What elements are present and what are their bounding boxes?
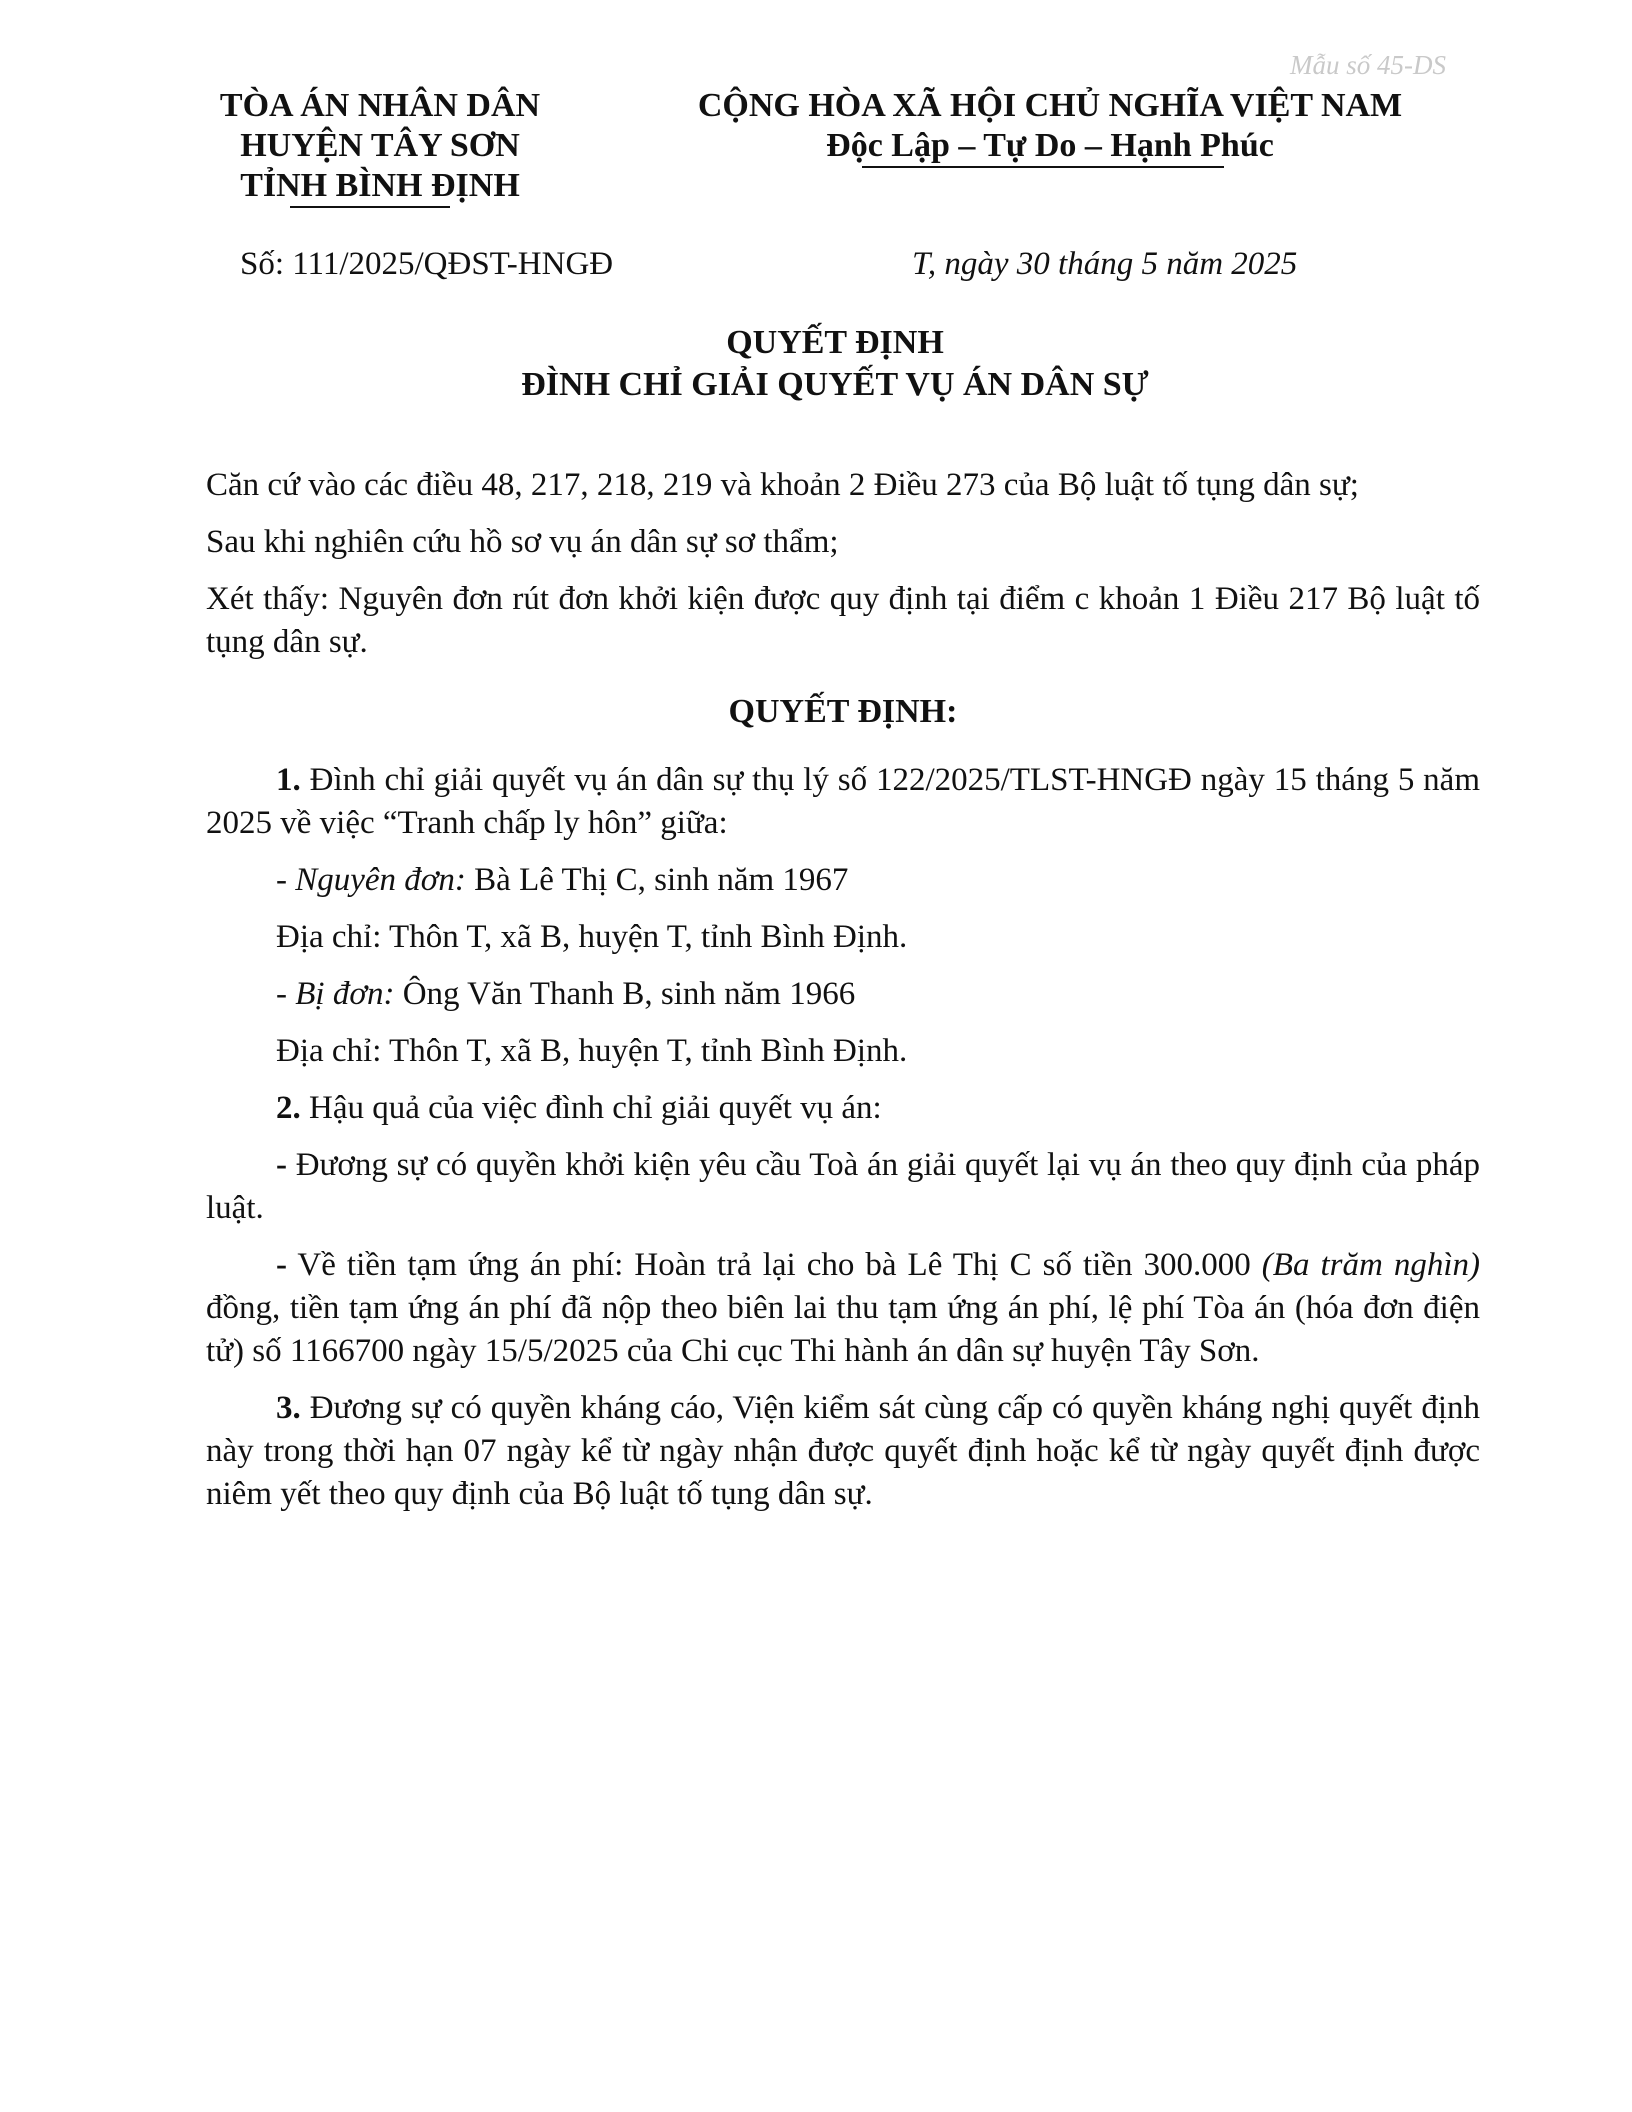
plaintiff-address: Địa chỉ: Thôn T, xã B, huyện T, tỉnh Bình Định. <box>276 919 908 955</box>
bullet-1-dash: - <box>276 1147 287 1183</box>
defendant-address: Địa chỉ: Thôn T, xã B, huyện T, tỉnh Bình Định. <box>276 1033 908 1069</box>
item-2-paragraph <box>206 1087 1480 1130</box>
item-2-bullet-2 <box>206 1244 1480 1373</box>
plaintiff-dash: - <box>276 862 296 898</box>
finding-paragraph: Xét thấy: Nguyên đơn rút đơn khởi kiện được quy định tại điểm c khoản 1 Điều 217 Bộ luật tố tụng dân sự. <box>206 581 1480 660</box>
court-header <box>180 86 580 206</box>
court-line-3: TỈNH BÌNH ĐỊNH <box>240 167 520 204</box>
defendant-dash: - <box>276 976 296 1012</box>
nation-header <box>655 86 1445 166</box>
item-2-text: Hậu quả của việc đình chỉ giải quyết vụ án: <box>300 1090 882 1126</box>
bullet-2-text-b: đồng, tiền tạm ứng án phí đã nộp theo biên lai thu tạm ứng án phí, lệ phí Tòa án (hóa đơn điện tử) số 1166700 ngày 15/5/2025 của Chi cục Thi hành án dân sự huyện Tây Sơn. <box>206 1290 1480 1369</box>
item-1-text: Đình chỉ giải quyết vụ án dân sự thụ lý số 122/2025/TLST-HNGĐ ngày 15 tháng 5 năm 2025 về việc “Tranh chấp ly hôn” giữa: <box>206 762 1480 841</box>
item-3-text: Đương sự có quyền kháng cáo, Viện kiểm sát cùng cấp có quyền kháng nghị quyết định này trong thời hạn 07 ngày kể từ ngày nhận được quyết định hoặc kể từ ngày quyết định được niêm yết theo quy định của Bộ luật tố tụng dân sự. <box>206 1390 1480 1512</box>
item-2-number: 2. <box>276 1090 301 1126</box>
study-paragraph: Sau khi nghiên cứu hồ sơ vụ án dân sự sơ thẩm; <box>206 524 839 560</box>
bullet-2-dash: - <box>276 1247 287 1283</box>
basis-paragraph: Căn cứ vào các điều 48, 217, 218, 219 và khoản 2 Điều 273 của Bộ luật tố tụng dân sự; <box>206 467 1359 503</box>
item-3-paragraph <box>206 1387 1480 1516</box>
item-3-number: 3. <box>276 1390 301 1426</box>
title-line-1: QUYẾT ĐỊNH <box>726 324 944 361</box>
court-underline <box>290 206 450 208</box>
defendant-label: Bị đơn: <box>295 976 395 1012</box>
court-line-1: TÒA ÁN NHÂN DÂN <box>219 87 541 124</box>
item-2-bullet-1 <box>206 1144 1480 1230</box>
plaintiff-value: Bà Lê Thị C, sinh năm 1967 <box>465 862 849 898</box>
item-1-number: 1. <box>276 762 301 798</box>
decision-heading: QUYẾT ĐỊNH: <box>728 693 958 730</box>
bullet-2-text-a: Về tiền tạm ứng án phí: Hoàn trả lại cho bà Lê Thị C số tiền 300.000 <box>287 1247 1262 1283</box>
document-body <box>206 464 1480 1530</box>
plaintiff-label: Nguyên đơn: <box>295 862 466 898</box>
defendant-line <box>206 973 1480 1016</box>
nation-line: CỘNG HÒA XÃ HỘI CHỦ NGHĨA VIỆT NAM <box>697 87 1403 124</box>
plaintiff-line <box>206 859 1480 902</box>
bullet-1-text: Đương sự có quyền khởi kiện yêu cầu Toà án giải quyết lại vụ án theo quy định của pháp luật. <box>206 1147 1480 1226</box>
bullet-2-amount-words: (Ba trăm nghìn) <box>1261 1247 1480 1283</box>
form-code: Mẫu số 45-DS <box>1290 50 1446 80</box>
title-line-2: ĐÌNH CHỈ GIẢI QUYẾT VỤ ÁN DÂN SỰ <box>521 366 1149 403</box>
motto: Độc Lập – Tự Do – Hạnh Phúc <box>826 127 1274 164</box>
document-date: T, ngày 30 tháng 5 năm 2025 <box>912 246 1298 282</box>
document-number: Số: 111/2025/QĐST-HNGĐ <box>240 246 614 282</box>
item-1-paragraph <box>206 759 1480 845</box>
court-line-2: HUYỆN TÂY SƠN <box>240 127 520 164</box>
defendant-value: Ông Văn Thanh B, sinh năm 1966 <box>394 976 856 1012</box>
motto-underline <box>862 166 1224 168</box>
document-title <box>0 322 1632 406</box>
